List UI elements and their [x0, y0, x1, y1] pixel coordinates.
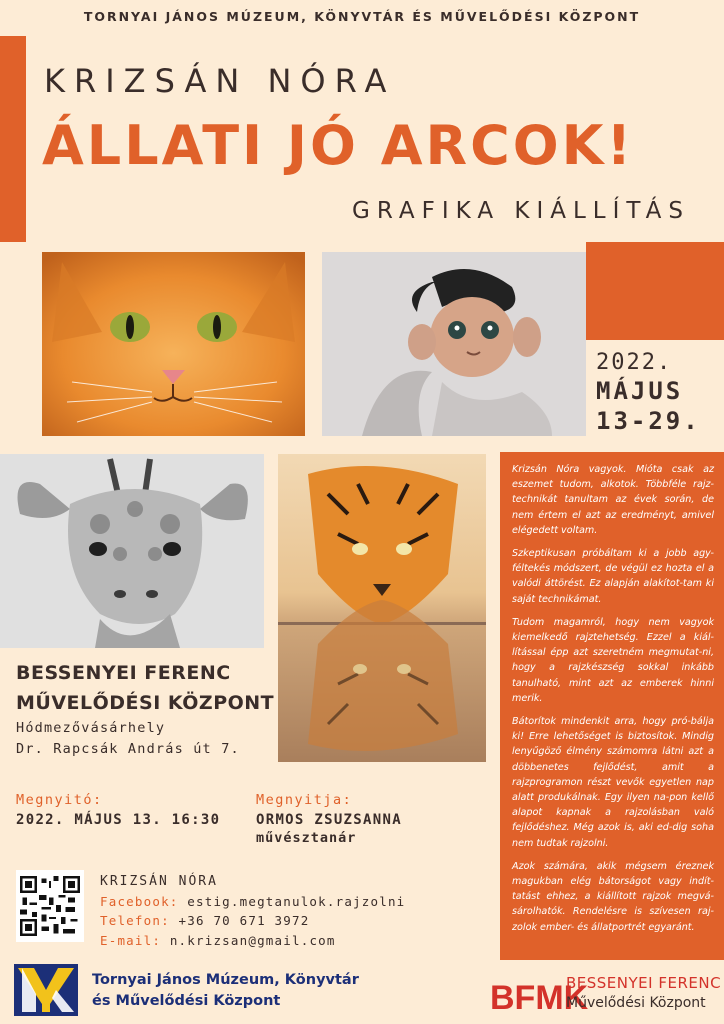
- facebook-value[interactable]: estig.megtanulok.rajzolni: [187, 893, 406, 909]
- tiger-drawing: [278, 454, 486, 762]
- opener-role: művésztanár: [256, 830, 357, 846]
- artist-name: KRIZSÁN NÓRA: [44, 62, 396, 100]
- phone-value[interactable]: +36 70 671 3972: [178, 913, 310, 928]
- statement-paragraph: Krizsán Nóra vagyok. Mióta csak az eszemet tudom, alkotok. Többféle rajz-technikát tanultam az évek során, de nem értem el azt az eredményt, amivel elégedett voltam.: [512, 464, 714, 536]
- statement-paragraph: Bátorítok mindenkit arra, hogy pró-bálja ki! Erre lehetőséget is biztosítok. Mindig lenyűgöző élmény számomra látni azt a döbbenetes fejlődést, amit a rajzprogramon részt vevők egyetlen nap alatt produkálnak. Egy ilyen na-pon kellő alapot kapnak a rajzolásban való fejlődéshez. Még azok is, aki ed-dig soha nem tudtak rajzolni.: [512, 716, 714, 849]
- venue-name: [16, 658, 274, 718]
- footer-right-line2: Művelődési Központ: [566, 995, 706, 1011]
- statement-paragraph: Tudom magamról, hogy nem vagyok kiemelkedő rajztehetség. Ezzel a kiál-lítással épp azt szeretném megmutat-ni, hogy a rajzkészség sokkal inkább tanulható, mint azt az emberek hinni merik.: [512, 616, 714, 704]
- venue-name-line2: MŰVELŐDÉSI KÖZPONT: [16, 692, 275, 714]
- venue-city: Hódmezővásárhely: [16, 720, 166, 736]
- statement-paragraph: Szkeptikusan próbáltam ki a jobb agy-féltekés módszert, de végül ez hozta el a valódi áttörést. Ez alapján alakítot-tam ki saját technikámat.: [512, 548, 714, 605]
- date-year: 2022.: [596, 350, 673, 375]
- accent-bar: [0, 36, 26, 242]
- qr-code[interactable]: [16, 870, 84, 942]
- exhibition-subtitle: GRAFIKA KIÁLLÍTÁS: [352, 198, 690, 224]
- giraffe-drawing: [0, 454, 264, 648]
- opener-label: Megnyitja:: [256, 792, 353, 808]
- contact-facebook: [100, 892, 405, 912]
- footer-organization: [92, 970, 359, 1012]
- footer-right-line1: BESSENYEI FERENC: [566, 974, 722, 992]
- organization-header: TORNYAI JÁNOS MÚZEUM, KÖNYVTÁR ÉS MŰVELŐDÉSI KÖZPONT: [83, 9, 641, 24]
- venue-name-line1: BESSENYEI FERENC: [16, 662, 231, 684]
- contact-info: [100, 872, 405, 950]
- footer-left-line2: és Művelődési Központ: [92, 993, 281, 1009]
- footer-left-line1: Tornyai János Múzeum, Könyvtár: [92, 972, 359, 988]
- footer-venue: [566, 973, 721, 1013]
- bfmk-logo: [488, 975, 589, 1017]
- bfmk-logo-text: BFMK: [490, 979, 589, 1017]
- opening-datetime: 2022. MÁJUS 13. 16:30: [16, 812, 221, 828]
- exhibition-date: [596, 350, 716, 435]
- date-month: MÁJUS: [596, 377, 684, 405]
- opener-name: ORMOS ZSUZSANNA: [256, 812, 402, 828]
- email-value[interactable]: n.krizsan@gmail.com: [169, 932, 336, 948]
- exhibition-title: ÁLLATI JÓ ARCOK!: [42, 114, 635, 177]
- phone-label: Telefon:: [100, 913, 170, 928]
- date-days: 13-29.: [596, 407, 701, 435]
- venue-address: [16, 718, 240, 760]
- cat-drawing: [42, 252, 305, 436]
- tornyai-museum-logo: [14, 964, 78, 1016]
- contact-phone: [100, 911, 405, 931]
- statement-paragraph: Azok számára, akik mégsem éreznek magukban elég bátorságot vagy indít-tatást ehhez, a kiállított rajzok megvá-sárolhatók. Rendelésre is szívesen raj-zolok ember- és állatportrét egyaránt.: [512, 860, 714, 933]
- email-label: E-mail:: [100, 932, 162, 948]
- contact-name: KRIZSÁN NÓRA: [100, 874, 218, 889]
- contact-email: [100, 931, 405, 951]
- venue-street: Dr. Rapcsák András út 7.: [16, 741, 240, 757]
- facebook-label: Facebook:: [100, 893, 179, 909]
- artist-statement: [500, 452, 724, 960]
- opening-label: Megnyitó:: [16, 792, 103, 808]
- monkey-drawing: [322, 252, 586, 436]
